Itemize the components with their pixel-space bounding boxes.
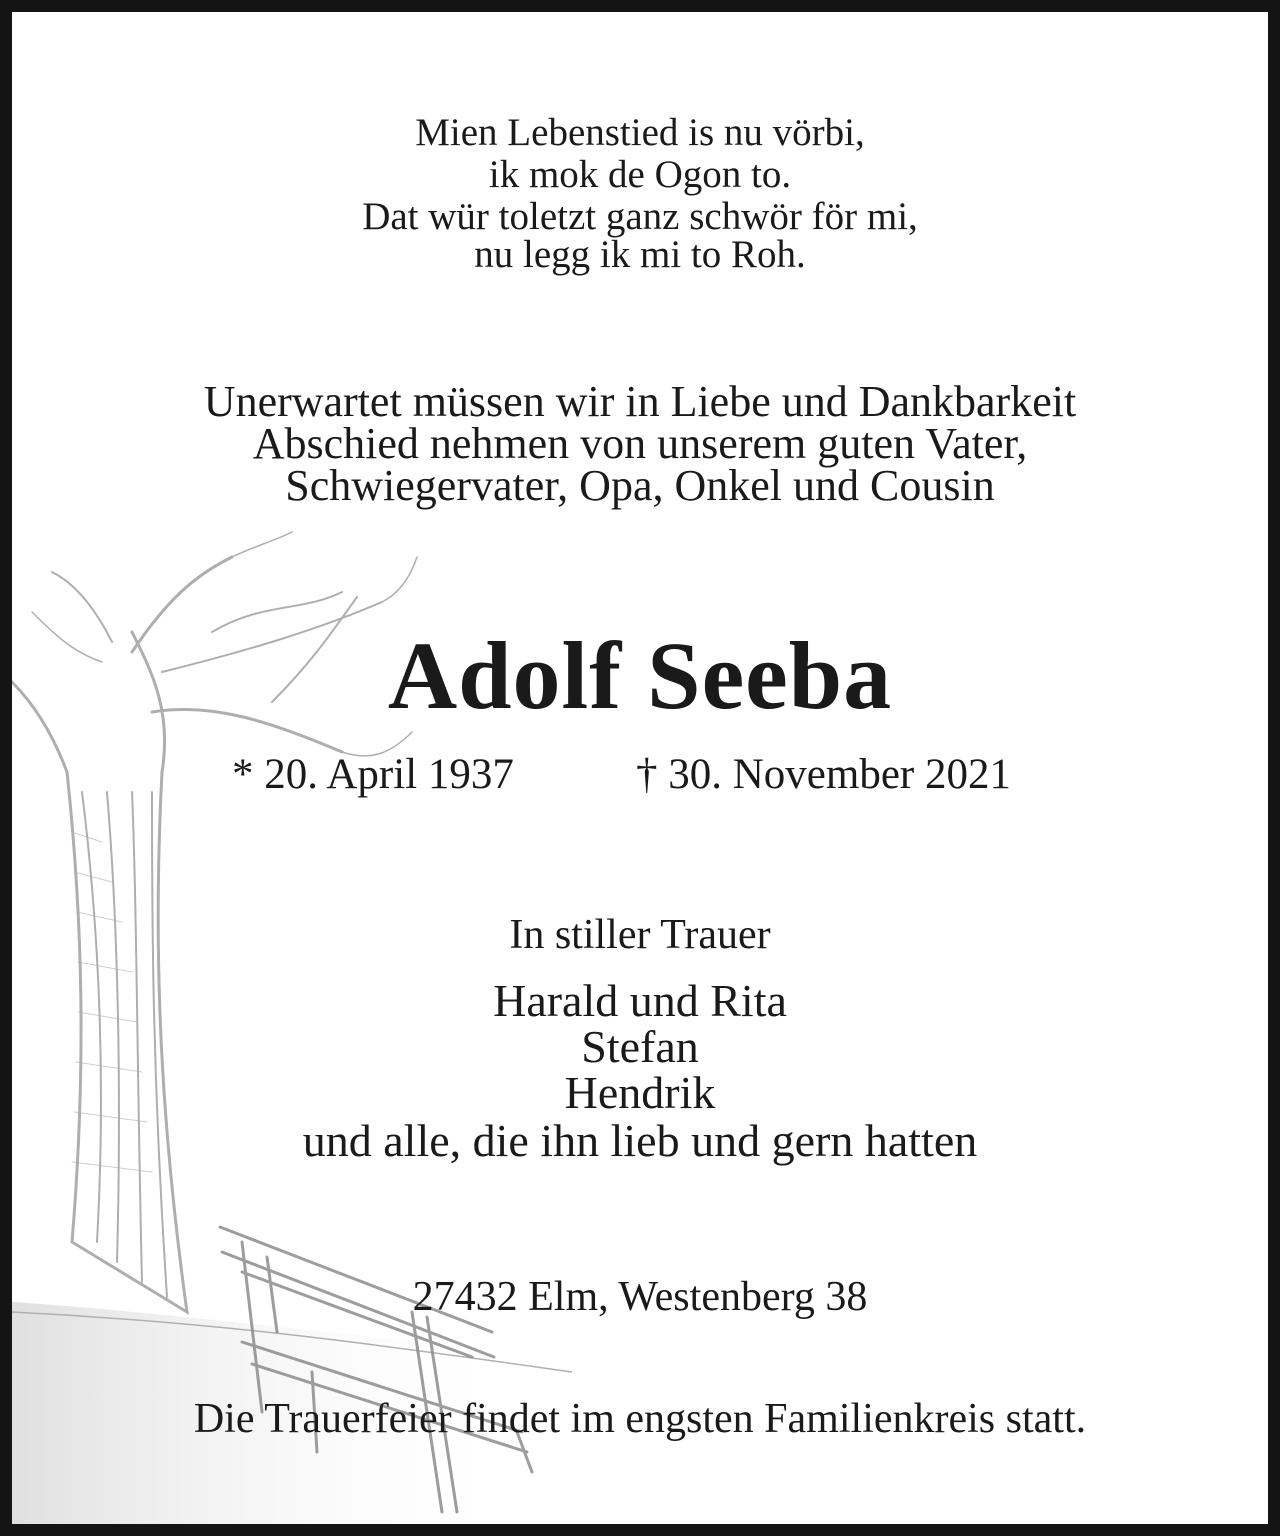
intro-line: Abschied nehmen von unserem guten Vater, <box>252 419 1028 468</box>
mourner-name: Stefan <box>581 1021 699 1072</box>
deceased-name: Adolf Seeba <box>387 622 893 729</box>
birth-date: * 20. April 1937 <box>232 751 514 798</box>
mourning-heading: In stiller Trauer <box>509 912 771 958</box>
mourner-name: Harald und Rita <box>493 975 787 1026</box>
verse-line: nu legg ik mi to Roh. <box>474 233 806 276</box>
verse-line: ik mok de Ogon to. <box>488 153 792 196</box>
mourner-name: und alle, die ihn lieb und gern hatten <box>302 1115 978 1166</box>
ceremony-notice: Die Trauerfeier findet im engsten Familienkreis statt. <box>193 1396 1087 1442</box>
intro-line: Schwiegervater, Opa, Onkel und Cousin <box>285 461 995 510</box>
death-date: † 30. November 2021 <box>636 751 1011 798</box>
address: 27432 Elm, Westenberg 38 <box>412 1274 868 1320</box>
verse-line: Mien Lebenstied is nu vörbi, <box>415 111 865 154</box>
obituary-content <box>12 12 1268 1524</box>
life-dates <box>12 750 1268 800</box>
verse-line: Dat wür toletzt ganz schwör för mi, <box>362 195 918 238</box>
mourner-name: Hendrik <box>564 1067 716 1118</box>
intro-line: Unerwartet müssen wir in Liebe und Dankbarkeit <box>203 377 1077 426</box>
